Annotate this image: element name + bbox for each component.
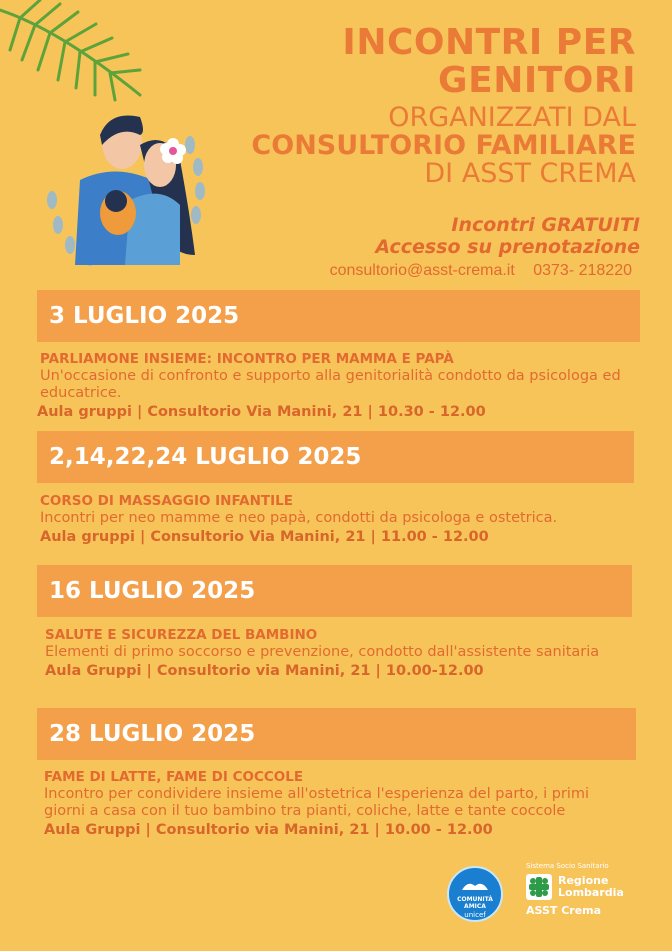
family-illustration — [40, 105, 220, 270]
subtitle — [251, 104, 636, 188]
regione-lombardia-logo — [526, 862, 624, 917]
event-title: FAME DI LATTE, FAME DI COCCOLE — [44, 769, 304, 785]
event-date-bar — [37, 431, 634, 483]
event-title: PARLIAMONE INSIEME: INCONTRO PER MAMMA E PAPÀ — [40, 351, 454, 367]
free-line-1: Incontri GRATUITI — [451, 214, 640, 236]
unicef-name: COMUNITÀ AMICA — [457, 896, 493, 910]
event-date: 28 LUGLIO 2025 — [49, 721, 256, 747]
event-title: CORSO DI MASSAGGIO INFANTILE — [40, 493, 293, 509]
event-description: Elementi di primo soccorso e prevenzione, condotto dall'assistente sanitaria — [45, 644, 600, 660]
title-line-2: GENITORI — [438, 60, 636, 101]
lombardia-cross-icon — [526, 874, 552, 900]
title-line-1: INCONTRI PER — [342, 22, 636, 63]
event-block — [40, 493, 640, 547]
event-location: Aula gruppi | Consultorio Via Manini, 21 | 10.30 - 12.00 — [37, 404, 486, 420]
lombardia-system-label: Sistema Socio Sanitario — [526, 862, 609, 870]
event-date-bar — [37, 565, 632, 617]
event-date: 3 LUGLIO 2025 — [49, 303, 240, 329]
event-description: Incontro per condividere insieme all'ostetrica l'esperienza del parto, i primi giorni a casa con il tuo bambino tra pianti, coliche, latte e tante coccole — [44, 786, 590, 819]
event-location: Aula Gruppi | Consultorio via Manini, 21 | 10.00-12.00 — [45, 663, 484, 679]
phone-number[interactable]: 0373- 218220 — [533, 262, 632, 279]
event-date: 16 LUGLIO 2025 — [49, 578, 256, 604]
event-block — [44, 769, 614, 840]
unicef-brand: unicef — [464, 911, 486, 919]
contact-info — [330, 262, 632, 280]
event-date-bar — [37, 290, 640, 342]
event-location: Aula gruppi | Consultorio Via Manini, 21 | 11.00 - 12.00 — [40, 529, 489, 545]
email-link[interactable]: consultorio@asst-crema.it — [329, 262, 515, 279]
lombardia-name-2: Lombardia — [558, 886, 624, 899]
event-date: 2,14,22,24 LUGLIO 2025 — [49, 444, 362, 470]
palm-leaf-icon — [0, 0, 150, 110]
subtitle-line-3: DI ASST CREMA — [424, 158, 636, 189]
event-block — [37, 351, 640, 422]
subtitle-line-1: ORGANIZZATI DAL — [388, 102, 636, 133]
free-line-2: Accesso su prenotazione — [375, 236, 640, 258]
event-description: Incontri per neo mamme e neo papà, condotti da psicologa e ostetrica. — [40, 510, 558, 526]
event-location: Aula Gruppi | Consultorio via Manini, 21 | 10.00 - 12.00 — [44, 822, 493, 838]
asst-crema-label: ASST Crema — [526, 904, 602, 917]
main-title — [342, 24, 636, 100]
free-notice — [375, 214, 640, 258]
subtitle-line-2: CONSULTORIO FAMILIARE — [251, 130, 636, 161]
event-description: Un'occasione di confronto e supporto alla genitorialità condotto da psicologa ed educatrice. — [40, 368, 621, 401]
lombardia-name-1: Regione — [558, 874, 609, 887]
event-block — [45, 627, 605, 681]
event-title: SALUTE E SICUREZZA DEL BAMBINO — [45, 627, 318, 643]
unicef-comunita-amica-logo — [447, 866, 503, 922]
book-icon — [460, 878, 490, 894]
event-date-bar — [37, 708, 636, 760]
